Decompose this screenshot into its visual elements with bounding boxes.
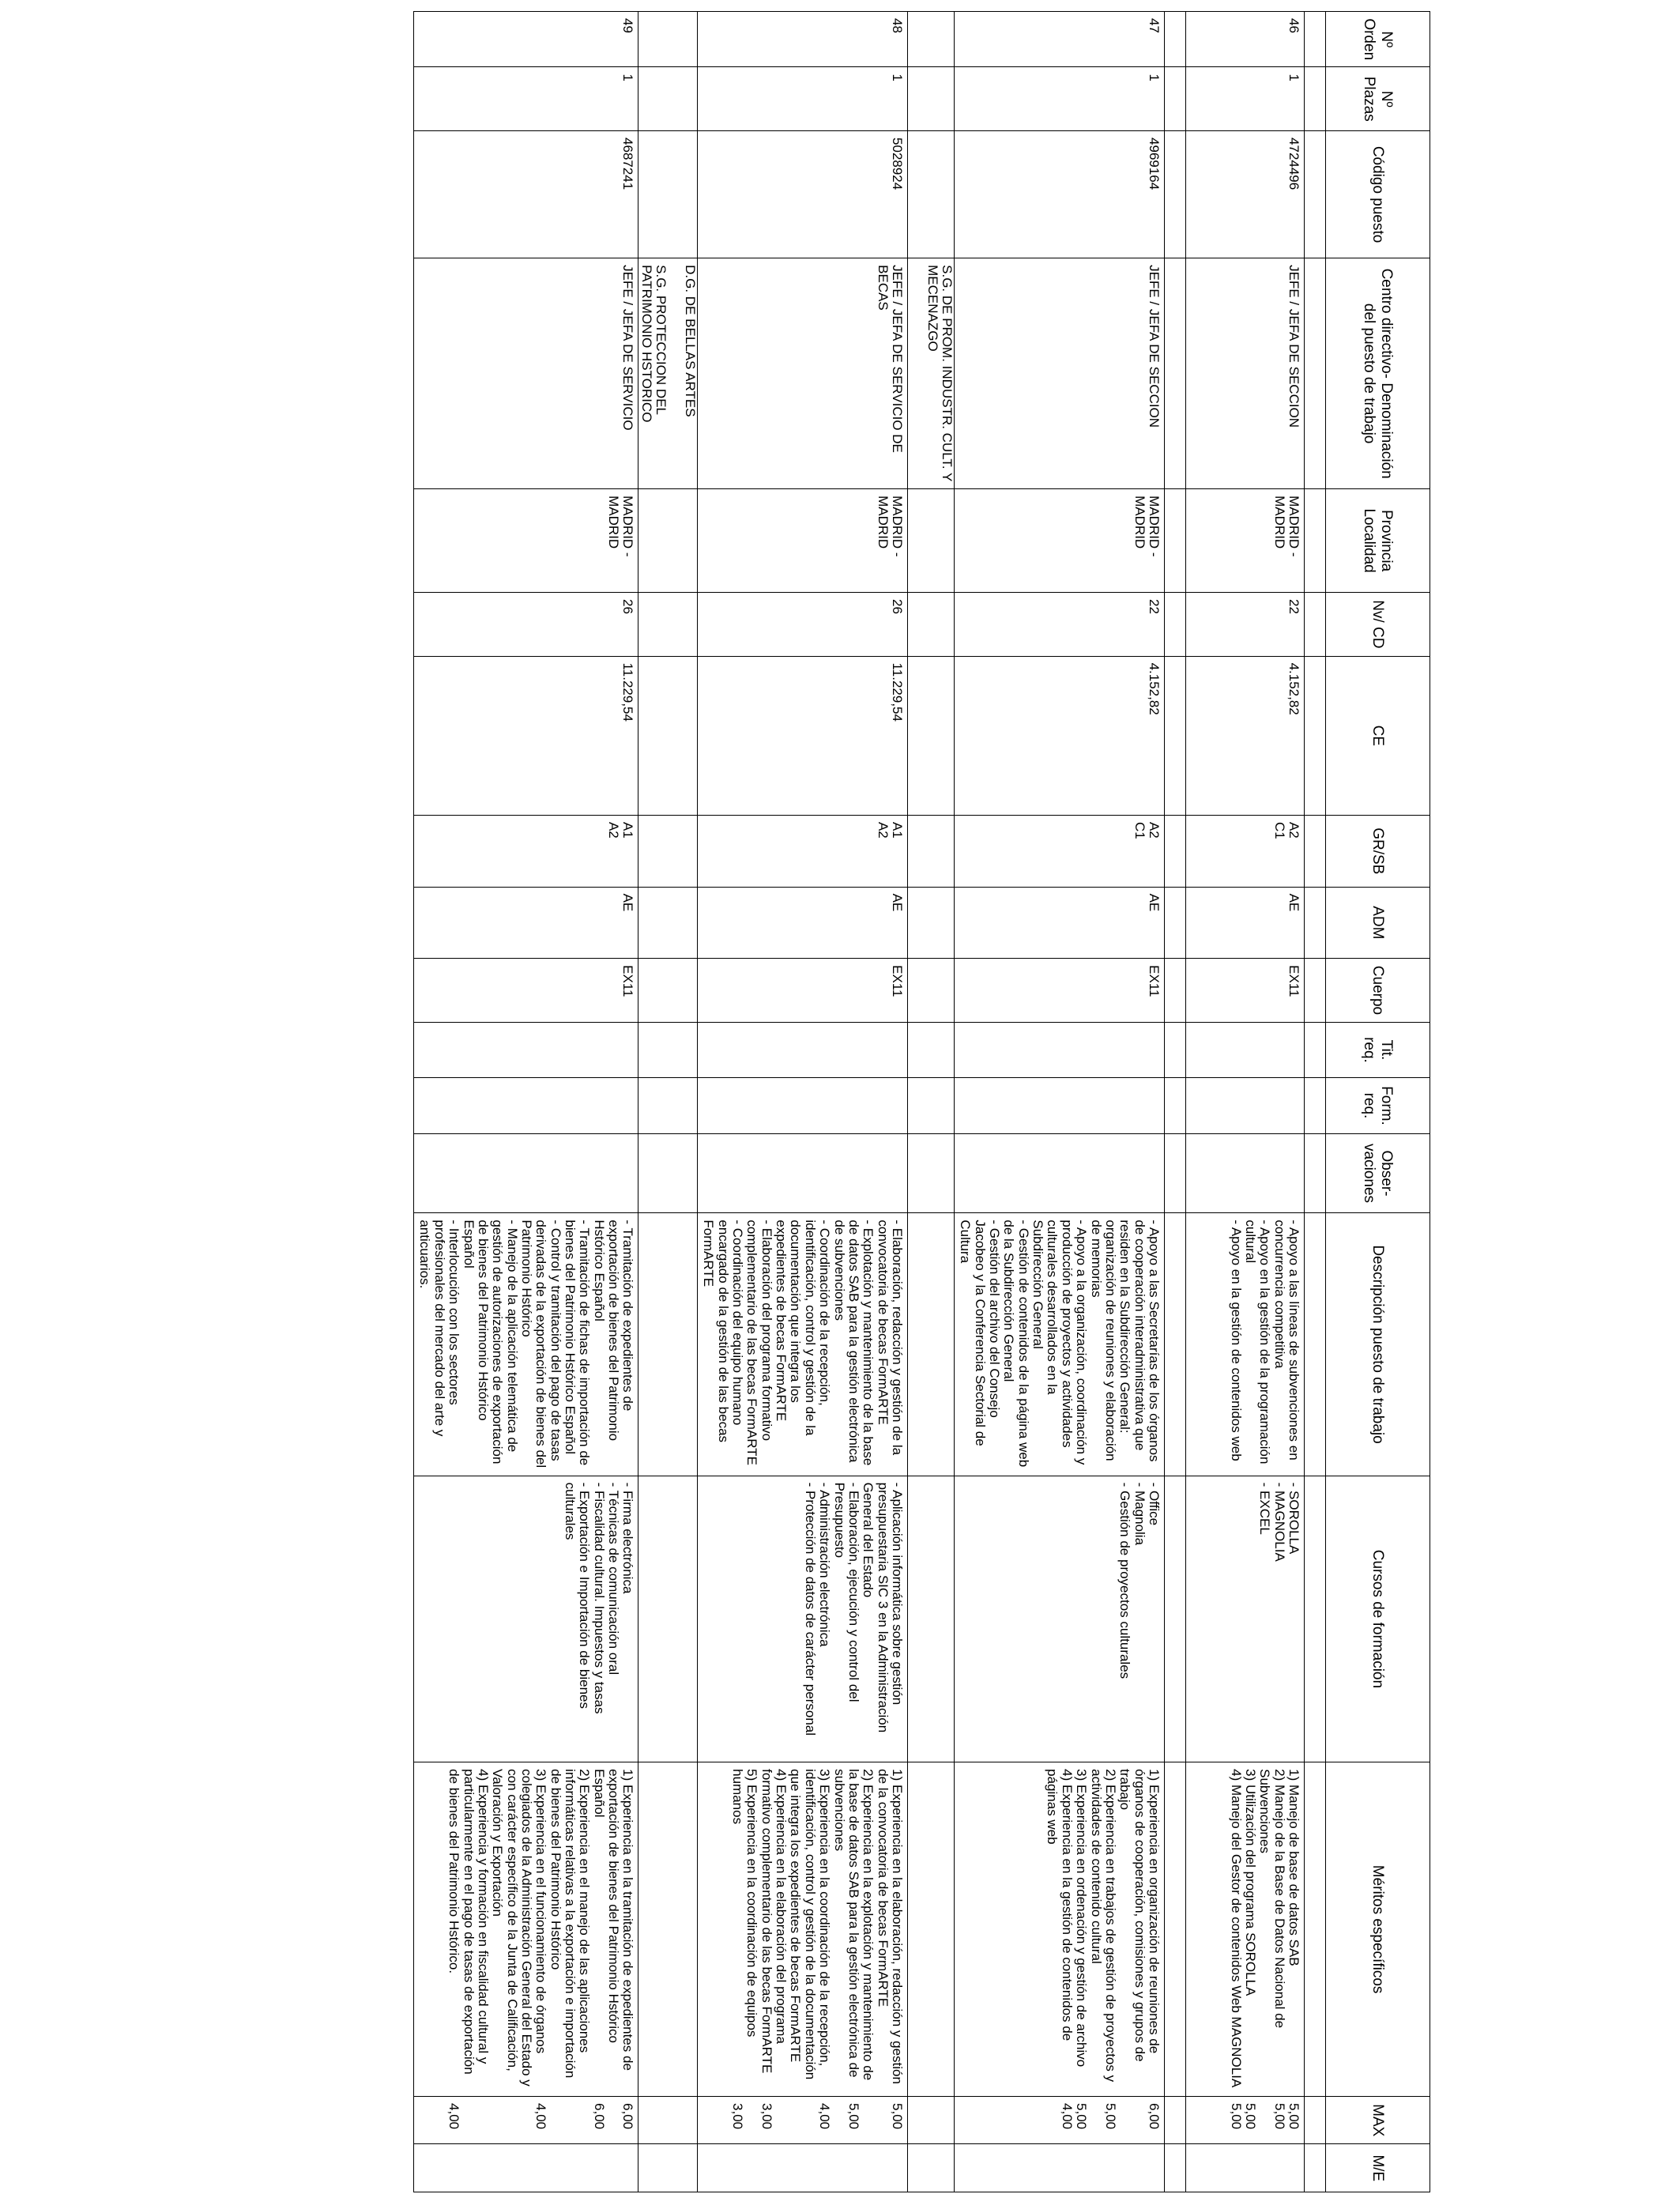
col-header-form: Form. req. <box>1326 1078 1430 1133</box>
group-header-cell <box>638 67 697 131</box>
group-header-cell <box>907 131 954 258</box>
cell-ce: 4.152,82 <box>954 656 1164 815</box>
cell-me <box>1186 2144 1305 2192</box>
group-header-cell <box>1165 1476 1186 1762</box>
group-header-cell <box>1305 67 1326 131</box>
group-header-cell <box>1165 12 1186 67</box>
cell-form <box>697 1078 907 1133</box>
col-header-orden: Nº Orden <box>1326 12 1430 67</box>
cell-cuerpo: EX11 <box>1186 959 1305 1023</box>
group-header-cell <box>1165 887 1186 959</box>
table-row <box>1186 12 1305 2192</box>
cell-descripcion: - Apoyo a las líneas de subvenciones en concurrencia competitiva - Apoyo en la gestión de la programación cultural - Apoyo en la gestión de contenidos web <box>1186 1213 1305 1476</box>
col-header-max: MAX <box>1326 2097 1430 2144</box>
group-header-cell <box>907 1078 954 1133</box>
col-header-me: M/E <box>1326 2144 1430 2192</box>
group-header-cell <box>1165 1022 1186 1077</box>
group-header-cell <box>1305 1213 1326 1476</box>
group-header-cell <box>638 131 697 258</box>
col-header-tit: Tit. req. <box>1326 1022 1430 1077</box>
group-header-cell <box>907 1762 954 2097</box>
cell-obs <box>1186 1133 1305 1213</box>
group-header-cell <box>907 887 954 959</box>
cell-cuerpo: EX11 <box>954 959 1164 1023</box>
col-header-descripcion: Descripción puesto de trabajo <box>1326 1213 1430 1476</box>
cell-obs <box>697 1133 907 1213</box>
group-header-cell <box>638 959 697 1023</box>
group-header-cell <box>638 1133 697 1213</box>
table-row <box>954 12 1164 2192</box>
table-body <box>414 12 1326 2192</box>
group-header-cell <box>1165 1133 1186 1213</box>
group-header-cell <box>1305 1476 1326 1762</box>
cell-obs <box>954 1133 1164 1213</box>
group-header-cell <box>1165 1078 1186 1133</box>
cell-provincia: MADRID - MADRID <box>414 489 638 593</box>
group-header-cell <box>638 1213 697 1476</box>
group-header-cell <box>638 1078 697 1133</box>
group-header-cell <box>1165 959 1186 1023</box>
cell-plazas: 1 <box>1186 67 1305 131</box>
col-header-provincia: Provincia Localidad <box>1326 489 1430 593</box>
group-header-cell <box>638 2144 697 2192</box>
table-row <box>414 12 638 2192</box>
cell-ce: 11.229,54 <box>414 656 638 815</box>
cell-cursos: - Firma electrónica - Técnicas de comunicación oral - Fiscalidad cultural. Impuestos y tasas - Exportación e Importación de bienes culturales <box>414 1476 638 1762</box>
cell-cuerpo: EX11 <box>414 959 638 1023</box>
cell-orden: 46 <box>1186 12 1305 67</box>
rotated-page <box>134 11 1430 2192</box>
cell-cursos: - Aplicación informática sobre gestión presupuestaria SIC 3 en la Administración General del Estado - Elaboración, ejecución y control del Presupuesto - Administración electrónica - Protección de datos de carácter personal <box>697 1476 907 1762</box>
group-header-cell <box>907 593 954 657</box>
group-header-cell <box>1305 2097 1326 2144</box>
group-header-cell <box>1305 12 1326 67</box>
cell-denominacion: JEFE / JEFA DE SERVICIO DE BECAS <box>697 258 907 489</box>
cell-adm: AE <box>697 887 907 959</box>
group-header-cell <box>907 1213 954 1476</box>
cell-plazas: 1 <box>697 67 907 131</box>
group-header-row <box>638 12 697 2192</box>
group-header-cell <box>1165 2097 1186 2144</box>
group-header-cell <box>1305 1762 1326 2097</box>
group-header-cell <box>1305 489 1326 593</box>
col-header-ce: CE <box>1326 656 1430 815</box>
group-header-cell <box>907 1476 954 1762</box>
group-header: S.G. DE PROM. INDUSTR. CULT. Y MECENAZGO <box>907 258 954 489</box>
cell-nivel: 22 <box>954 593 1164 657</box>
cell-orden: 47 <box>954 12 1164 67</box>
group-header-cell <box>907 1022 954 1077</box>
group-header-row <box>907 12 954 2192</box>
group-header-cell <box>1305 1133 1326 1213</box>
col-header-cuerpo: Cuerpo <box>1326 959 1430 1023</box>
col-header-cursos: Cursos de formación <box>1326 1476 1430 1762</box>
cell-adm: AE <box>414 887 638 959</box>
cell-form <box>1186 1078 1305 1133</box>
group-header-cell <box>907 12 954 67</box>
cell-me <box>954 2144 1164 2192</box>
job-table <box>413 11 1430 2192</box>
cell-codigo: 4969164 <box>954 131 1164 258</box>
cell-adm: AE <box>1186 887 1305 959</box>
group-header-cell <box>1305 1078 1326 1133</box>
cell-grupo: A2 C1 <box>954 815 1164 887</box>
group-header-cell <box>907 815 954 887</box>
cell-me <box>697 2144 907 2192</box>
cell-grupo: A1 A2 <box>414 815 638 887</box>
cell-cuerpo: EX11 <box>697 959 907 1023</box>
cell-plazas: 1 <box>954 67 1164 131</box>
col-header-obs: Obser- vaciones <box>1326 1133 1430 1213</box>
group-header <box>1165 258 1186 489</box>
cell-cursos: - Office - Magnolia - Gestión de proyectos culturales <box>954 1476 1164 1762</box>
cell-tit <box>697 1022 907 1077</box>
cell-grupo: A2 C1 <box>1186 815 1305 887</box>
cell-codigo: 4687241 <box>414 131 638 258</box>
cell-form <box>954 1078 1164 1133</box>
cell-me <box>414 2144 638 2192</box>
group-header-cell <box>1165 131 1186 258</box>
cell-descripcion: - Elaboración, redacción y gestión de la convocatoria de becas FormARTE - Explotación y mantenimiento de la base de datos SAB para la gestión electrónica de subvenciones - Coordinación de la recepción, identificación, control y gestión de la documentación que integra los expedientes de becas FormARTE - Elaboración del programa formativo complementario de las becas FormARTE - Coordinación del equipo humano encargado de la gestión de las becas FormARTE <box>697 1213 907 1476</box>
group-header-cell <box>907 489 954 593</box>
group-header-cell <box>638 1022 697 1077</box>
group-header-cell <box>907 2097 954 2144</box>
group-header-cell <box>1165 593 1186 657</box>
col-header-meritos: Méritos específicos <box>1326 1762 1430 2097</box>
cell-tit <box>954 1022 1164 1077</box>
group-header-cell <box>638 815 697 887</box>
group-header-cell <box>1305 593 1326 657</box>
group-header-cell <box>638 1476 697 1762</box>
cell-nivel: 26 <box>414 593 638 657</box>
group-header: D.G. DE BELLAS ARTES S.G. PROTECCION DEL PATRIMONIO HSTORICO <box>638 258 697 489</box>
cell-meritos: 1) Experiencia en la tramitación de expedientes de exportación de bienes del Patrimonio Hstórico Español 2) Experiencia en el manejo de las aplicaciones informáticas relativas a la exportación e importación de bienes del Patrimonio Hstórico 3) Experiencia en el funcionamiento de órganos colegiados de la Administración General del Estado y con carácter específico de la Junta de Calificación, Valoración y Exportación 4) Experiencia y formación en fiscalidad cultural y particularmente en el pago de tasas de exportación de bienes del Patrimonio Hstórico. <box>414 1762 638 2097</box>
group-header-cell <box>907 1133 954 1213</box>
group-header-cell <box>1165 489 1186 593</box>
group-header-cell <box>1305 815 1326 887</box>
cell-orden: 49 <box>414 12 638 67</box>
group-header-cell <box>638 489 697 593</box>
group-header-cell <box>1165 1762 1186 2097</box>
cell-nivel: 26 <box>697 593 907 657</box>
cell-meritos: 1) Experiencia en la elaboración, redacción y gestión de la convocatoria de becas FormARTE 2) Experiencia en la explotación y mantenimiento de la base de datos SAB para la gestión electrónica de subvenciones 3) Experiencia en la coordinación de la recepción, identificación, control y gestión de la documentación que integra los expedientes de becas FormARTE 4) Experiencia en la elaboración del programa formativo complementario de las becas FormARTE 5) Experiencia en la coordinación de equipos humanos <box>697 1762 907 2097</box>
group-header-cell <box>1165 815 1186 887</box>
group-header-cell <box>1305 1022 1326 1077</box>
cell-grupo: A1 A2 <box>697 815 907 887</box>
cell-tit <box>414 1022 638 1077</box>
cell-meritos: 1) Manejo de base de datos SAB 2) Manejo de la Base de Datos Nacional de Subvenciones 3) Utilización del programa SOROLLA 4) Manejo del Gestor de contenidos Web MAGNOLIA <box>1186 1762 1305 2097</box>
cell-descripcion: - Apoyo a las Secretarías de los órganos de cooperación interadministrativa que residen en la Subdirección General: organización de reuniones y elaboración de memorias - Apoyo a la organización, coordinación y producción de proyectos y actividades culturales desarrollados en la Subdirección General - Gestión de contenidos de la página web de la Subdirección General - Gestión del archivo del Consejo Jacobeo y la Conferencia Sectorial de Cultura <box>954 1213 1164 1476</box>
cell-tit <box>1186 1022 1305 1077</box>
cell-provincia: MADRID - MADRID <box>954 489 1164 593</box>
cell-max: 6,00 6,00 4,00 4,00 <box>414 2097 638 2144</box>
cell-descripcion: - Tramitación de expedientes de exportación de bienes del Patrimonio Hstórico Español - Tramitación de fichas de importación de bienes del Patrimonio Hstórico Español - Control y tramitación del pago de tasas derivadas de la exportación de bienes del Patrimonio Hstórico - Manejo de la aplicación telemática de gestión de autorizaciones de exportación de bienes del Patrimonio Hstórico Español - Interlocución con los sectores profesionales del mercado del arte y anticuarios. <box>414 1213 638 1476</box>
group-header-cell <box>907 959 954 1023</box>
group-header-cell <box>638 12 697 67</box>
cell-plazas: 1 <box>414 67 638 131</box>
group-header-row <box>1305 12 1326 2192</box>
group-header-cell <box>638 887 697 959</box>
cell-codigo: 5028924 <box>697 131 907 258</box>
cell-max: 5,00 5,00 4,00 3,00 3,00 <box>697 2097 907 2144</box>
group-header-row <box>1165 12 1186 2192</box>
group-header-cell <box>1165 67 1186 131</box>
group-header-cell <box>1165 1213 1186 1476</box>
table-row <box>697 12 907 2192</box>
header-row <box>1326 12 1430 2192</box>
group-header-cell <box>638 2097 697 2144</box>
cell-denominacion: JEFE / JEFA DE SECCION <box>954 258 1164 489</box>
group-header-cell <box>1305 2144 1326 2192</box>
cell-denominacion: JEFE / JEFA DE SERVICIO <box>414 258 638 489</box>
group-header-cell <box>907 67 954 131</box>
cell-adm: AE <box>954 887 1164 959</box>
cell-max: 5,00 5,00 5,00 5,00 <box>1186 2097 1305 2144</box>
group-header-cell <box>638 656 697 815</box>
group-header-cell <box>907 2144 954 2192</box>
cell-cursos: - SOROLLA - MAGNOLIA - EXCEL <box>1186 1476 1305 1762</box>
col-header-plazas: Nº Plazas <box>1326 67 1430 131</box>
col-header-nivel: Nv/ CD <box>1326 593 1430 657</box>
cell-provincia: MADRID - MADRID <box>1186 489 1305 593</box>
cell-max: 6,00 5,00 5,00 4,00 <box>954 2097 1164 2144</box>
col-header-adm: ADM <box>1326 887 1430 959</box>
cell-nivel: 22 <box>1186 593 1305 657</box>
group-header-cell <box>907 656 954 815</box>
group-header-cell <box>1305 656 1326 815</box>
group-header-cell <box>1305 131 1326 258</box>
cell-denominacion: JEFE / JEFA DE SECCION <box>1186 258 1305 489</box>
col-header-grupo: GR/SB <box>1326 815 1430 887</box>
cell-ce: 4.152,82 <box>1186 656 1305 815</box>
group-header-cell <box>638 593 697 657</box>
group-header-cell <box>1305 887 1326 959</box>
cell-ce: 11.229,54 <box>697 656 907 815</box>
cell-meritos: 1) Experiencia en organización de reuniones de órganos de cooperación, comisiones y grupos de trabajo 2) Experiencia en trabajos de gestión de proyectos y actividades de contenido cultural 3) Experiencia en ordenación y gestión de archivo 4) Experiencia en la gestión de contenidos de páginas web <box>954 1762 1164 2097</box>
group-header-cell <box>1305 959 1326 1023</box>
cell-form <box>414 1078 638 1133</box>
group-header-cell <box>1165 2144 1186 2192</box>
group-header <box>1305 258 1326 489</box>
col-header-codigo: Código puesto <box>1326 131 1430 258</box>
cell-obs <box>414 1133 638 1213</box>
group-header-cell <box>638 1762 697 2097</box>
col-header-denominacion: Centro directivo- Denominación del puesto de trabajo <box>1326 258 1430 489</box>
cell-codigo: 4724496 <box>1186 131 1305 258</box>
group-header-cell <box>1165 656 1186 815</box>
cell-provincia: MADRID - MADRID <box>697 489 907 593</box>
cell-orden: 48 <box>697 12 907 67</box>
